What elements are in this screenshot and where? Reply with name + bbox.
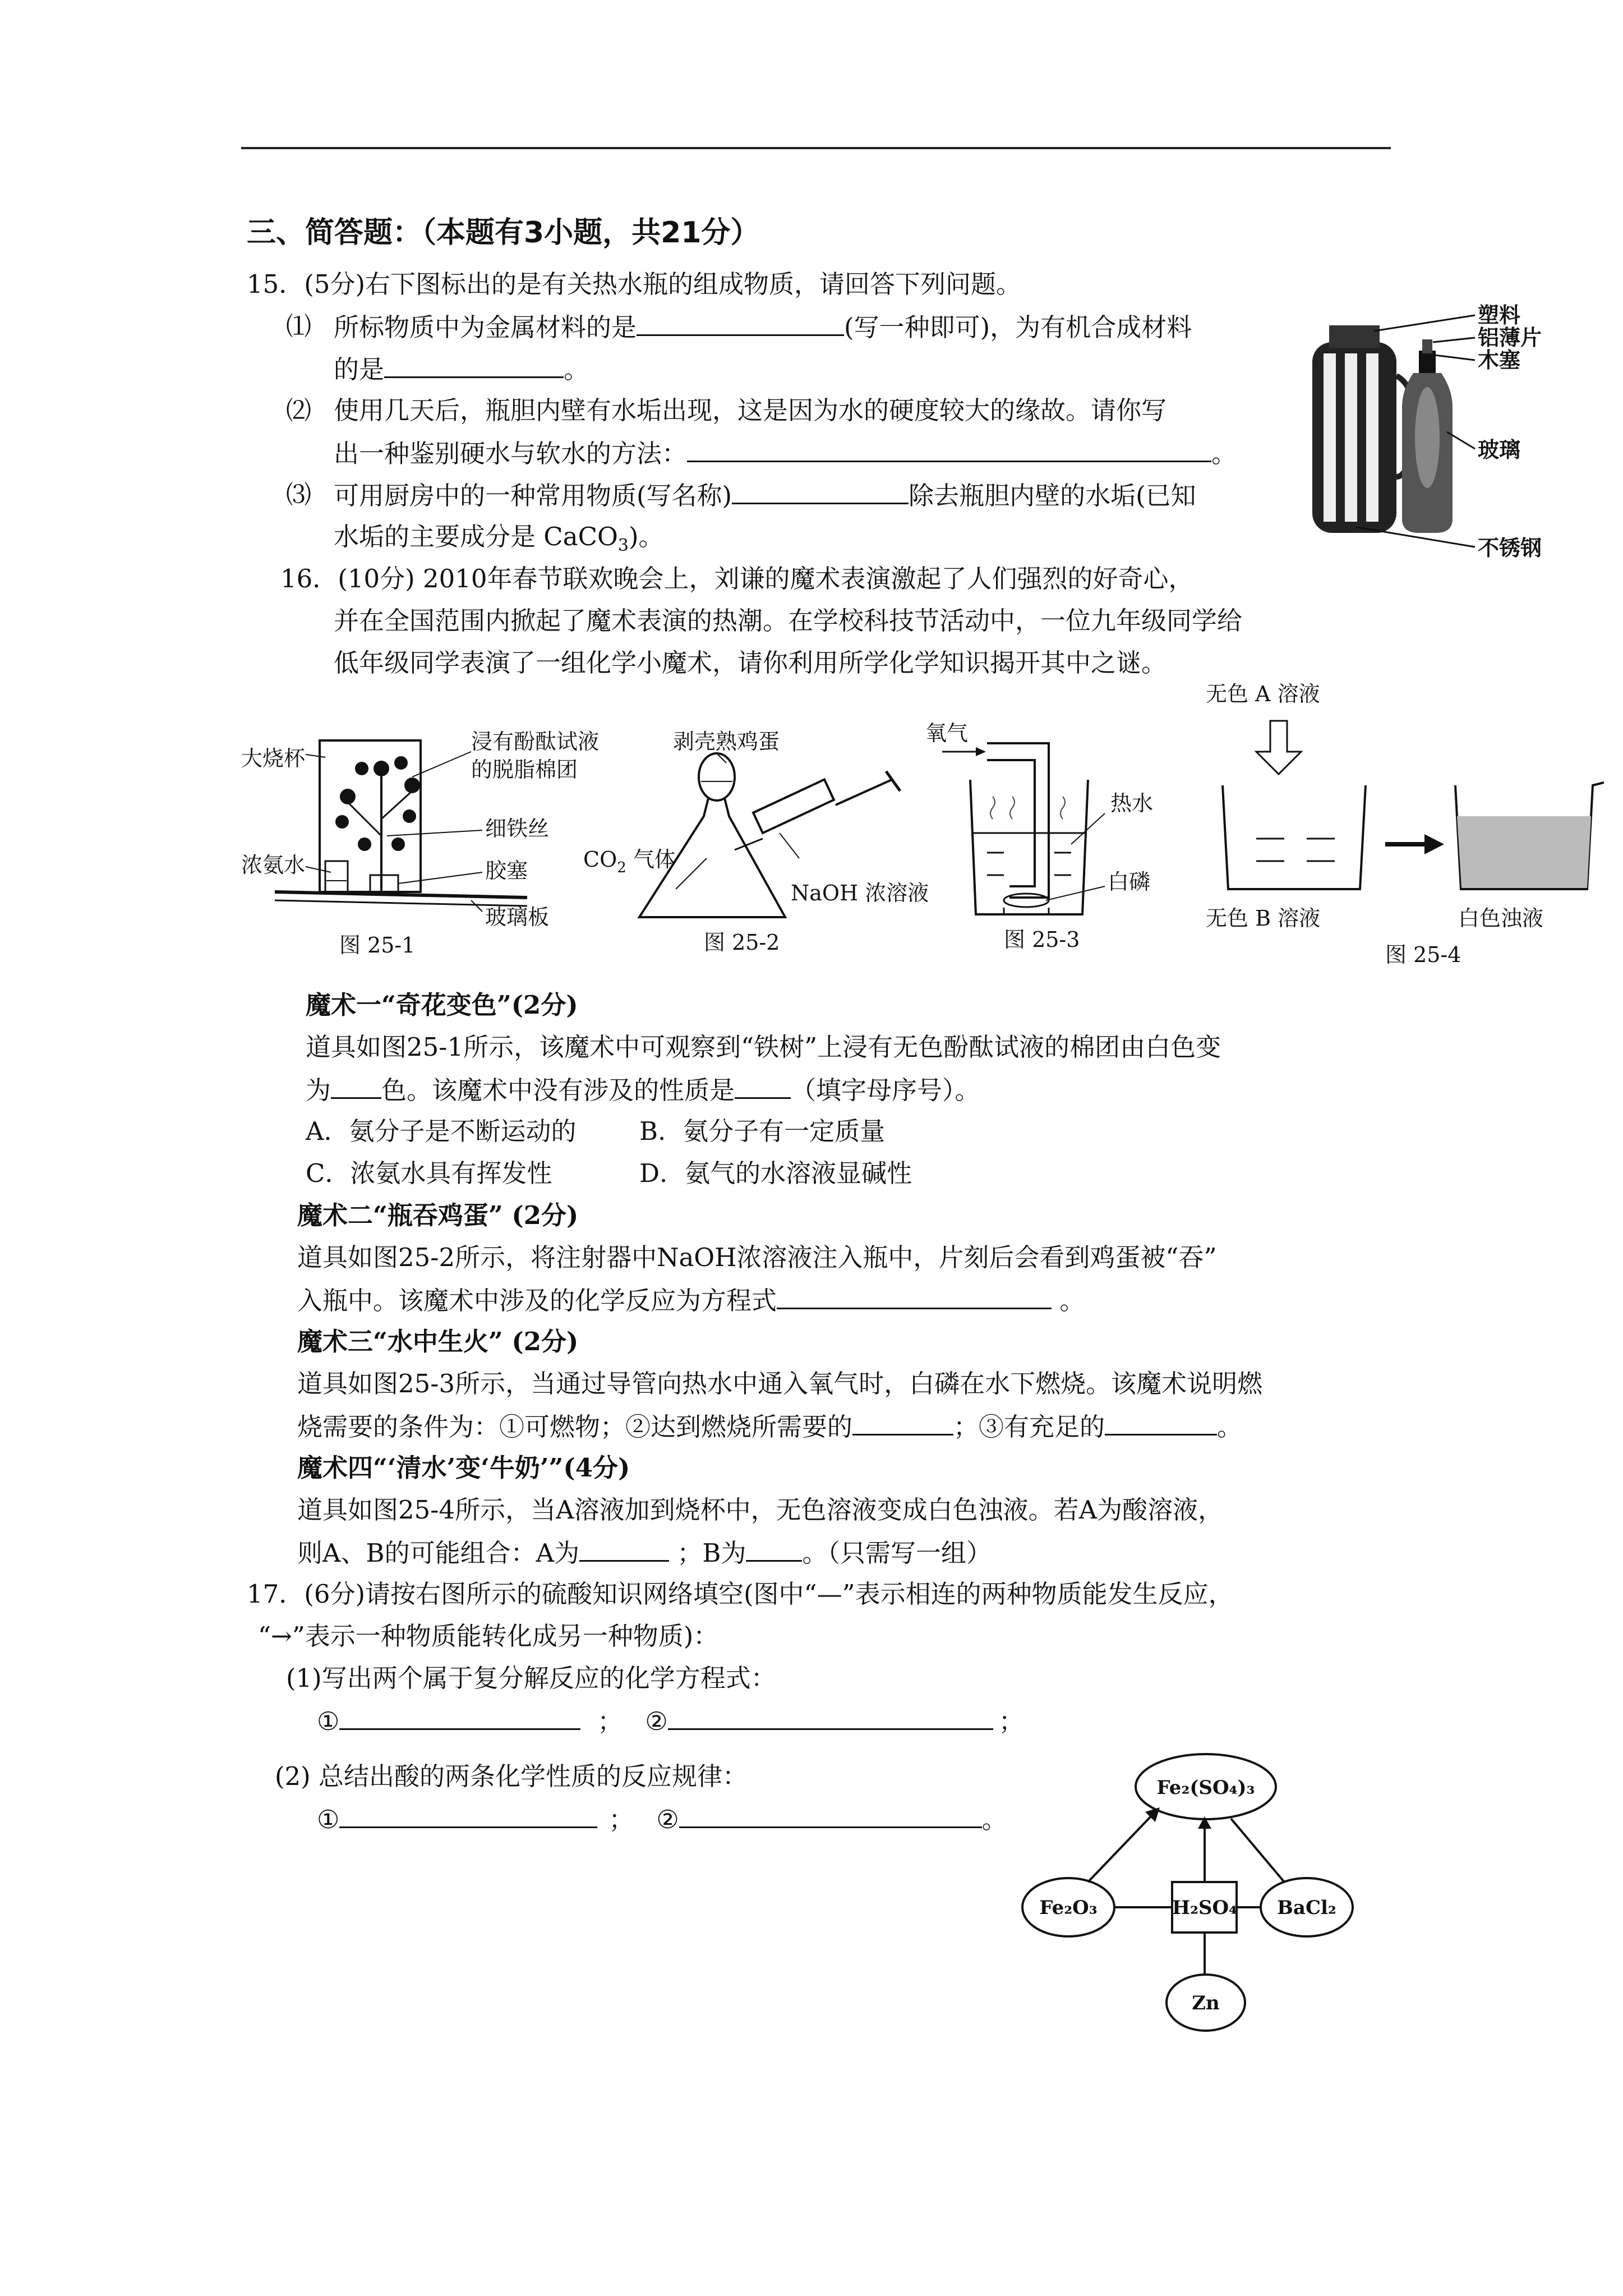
magic3-title: 魔术三“水中生火” (2分) bbox=[297, 1327, 579, 1356]
q15-part3-line2: 水垢的主要成分是 CaCO$_3$)。 bbox=[334, 522, 664, 555]
metal-material-blank[interactable] bbox=[637, 310, 844, 336]
hard-water-method-blank[interactable] bbox=[687, 436, 1211, 462]
magic4-line1: 道具如图25-4所示，当A溶液加到烧杯中，无色溶液变成白色浊液。若A为酸溶液， bbox=[297, 1495, 1224, 1525]
equation-2-blank[interactable] bbox=[668, 1704, 993, 1730]
conical-flask bbox=[639, 753, 785, 917]
header-rule bbox=[241, 147, 1391, 149]
egg-shape bbox=[699, 753, 735, 800]
rule-1-blank[interactable] bbox=[339, 1802, 597, 1828]
option-b: B．氨分子有一定质量 bbox=[639, 1116, 886, 1146]
label-glass: 玻璃 bbox=[1478, 437, 1521, 462]
ammonia-bottle bbox=[325, 861, 348, 892]
magic3-line2: 烧需要的条件为：①可燃物；②达到燃烧所需要的 ；③有充足的 。 bbox=[297, 1409, 1242, 1444]
magic1-title: 魔术一“奇花变色”(2分) bbox=[306, 990, 578, 1020]
caption-25-1: 图 25-1 bbox=[339, 933, 416, 958]
syringe bbox=[735, 771, 900, 850]
rule-2-blank[interactable] bbox=[679, 1802, 982, 1828]
figure-25-3 bbox=[920, 712, 1211, 970]
q15-part2-line2: 出一种鉴别硬水与软水的方法： 。 bbox=[334, 436, 1237, 471]
label-solution-b: 无色 B 溶液 bbox=[1206, 906, 1321, 931]
label-stopper: 胶塞 bbox=[485, 858, 528, 883]
magic1-line1: 道具如图25-1所示，该魔术中可观察到“铁树”上浸有无色酚酞试液的棉团由白色变 bbox=[306, 1032, 1221, 1062]
egg-equation-blank[interactable] bbox=[777, 1283, 1052, 1309]
organic-material-blank[interactable] bbox=[384, 352, 564, 378]
magic4-title: 魔术四“‘清水’变‘牛奶’”(4分) bbox=[297, 1453, 630, 1483]
label-phenol-cotton-2: 的脱脂棉团 bbox=[471, 757, 578, 782]
label-oxygen: 氧气 bbox=[925, 721, 969, 746]
label-fe2so43: Fe₂(SO₄)₃ bbox=[1156, 1777, 1255, 1799]
beaker-milky bbox=[1455, 783, 1604, 889]
q15-part3-line: 可用厨房中的一种常用物质(写名称) 除去瓶胆内壁的水垢(已知 bbox=[334, 478, 1196, 513]
label-zn: Zn bbox=[1192, 1992, 1220, 2014]
option-a: A．氨分子是不断运动的 bbox=[306, 1116, 577, 1146]
q15-part3-number: ⑶ bbox=[286, 480, 312, 509]
label-white-phosphorus: 白磷 bbox=[1108, 869, 1151, 894]
ignition-temp-blank[interactable] bbox=[852, 1409, 953, 1435]
thermos-figure bbox=[1290, 292, 1581, 572]
label-aluminum: 铝薄片 bbox=[1478, 325, 1542, 350]
equation-1-blank[interactable] bbox=[339, 1704, 580, 1730]
option-d: D．氨气的水溶液显碱性 bbox=[639, 1158, 912, 1188]
q15-part1-line2: 的是 。 bbox=[334, 352, 589, 386]
q15-stem: 15．(5分)右下图标出的是有关热水瓶的组成物质，请回答下列问题。 bbox=[247, 269, 1022, 299]
magic1-line2: 为 色。该魔术中没有涉及的性质是 （填字母序号）。 bbox=[306, 1073, 980, 1107]
kitchen-substance-blank[interactable] bbox=[732, 478, 909, 504]
label-hot-water: 热水 bbox=[1110, 791, 1154, 816]
glass-liner bbox=[1402, 339, 1453, 533]
q17-part2-answers: ① ； ② 。 bbox=[317, 1802, 1007, 1837]
q15-part2-line: 使用几天后，瓶胆内壁有水垢出现，这是因为水的硬度较大的缘故。请你写 bbox=[334, 395, 1167, 425]
beaker-b bbox=[1223, 785, 1366, 889]
label-naoh: NaOH 浓溶液 bbox=[791, 881, 929, 905]
label-h2so4: H₂SO₄ bbox=[1172, 1897, 1238, 1919]
right-arrow bbox=[1385, 834, 1444, 854]
q17-part1-answers: ① ； ② ； bbox=[317, 1704, 1024, 1738]
label-cork: 木塞 bbox=[1478, 347, 1521, 372]
label-ammonia: 浓氨水 bbox=[241, 853, 306, 877]
sulfuric-acid-network bbox=[1021, 1745, 1391, 2047]
label-solution-a: 无色 A 溶液 bbox=[1206, 682, 1320, 706]
label-bacl2: BaCl₂ bbox=[1277, 1897, 1336, 1919]
label-boiled-egg: 剥壳熟鸡蛋 bbox=[673, 729, 780, 754]
section-title: 三、简答题：（本题有3小题，共21分） bbox=[247, 216, 760, 250]
q17-line1: 17．(6分)请按右图所示的硫酸知识网络填空(图中“—”表示相连的两种物质能发生反应， bbox=[247, 1579, 1234, 1609]
label-phenol-cotton-1: 浸有酚酞试液 bbox=[471, 729, 600, 754]
cotton-color-blank[interactable] bbox=[331, 1073, 381, 1099]
q16-line1: 16．(10分) 2010年春节联欢晚会上，刘谦的魔术表演激起了人们强烈的好奇心， bbox=[280, 564, 1194, 593]
q16-line3: 低年级同学表演了一组化学小魔术，请你利用所学化学知识揭开其中之谜。 bbox=[334, 648, 1167, 678]
label-big-beaker: 大烧杯 bbox=[241, 746, 306, 771]
magic2-line2: 入瓶中。该魔术中涉及的化学反应为方程式 。 bbox=[297, 1283, 1085, 1318]
q15-part1-line: 所标物质中为金属材料的是 (写一种即可)，为有机合成材料 bbox=[334, 310, 1192, 344]
magic2-title: 魔术二“瓶吞鸡蛋” (2分) bbox=[297, 1200, 579, 1230]
oxygen-condition-blank[interactable] bbox=[1105, 1409, 1217, 1435]
q15-part2-number: ⑵ bbox=[286, 395, 312, 425]
q16-line2: 并在全国范围内掀起了魔术表演的热潮。在学校科技节活动中，一位九年级同学给 bbox=[334, 606, 1243, 636]
magic3-line1: 道具如图25-3所示，当通过导管向热水中通入氧气时，白磷在水下燃烧。该魔术说明燃 bbox=[297, 1369, 1263, 1398]
label-co2: $CO_2$ 气体 bbox=[583, 847, 676, 876]
magic2-line1: 道具如图25-2所示，将注射器中NaOH浓溶液注入瓶中，片刻后会看到鸡蛋被“吞” bbox=[297, 1243, 1217, 1272]
figure-25-1 bbox=[236, 724, 628, 970]
option-c: C．浓氨水具有挥发性 bbox=[306, 1158, 552, 1188]
down-arrow bbox=[1256, 721, 1301, 774]
q17-part2: (2) 总结出酸的两条化学性质的反应规律： bbox=[275, 1761, 748, 1791]
solution-b-blank[interactable] bbox=[746, 1535, 802, 1562]
q15-part1-number: ⑴ bbox=[286, 311, 312, 341]
q17-line2: “→”表示一种物质能转化成另一种物质)： bbox=[258, 1621, 719, 1651]
caption-25-4: 图 25-4 bbox=[1385, 942, 1461, 967]
solution-a-blank[interactable] bbox=[579, 1535, 669, 1562]
figure-25-4 bbox=[1200, 676, 1604, 990]
label-steel: 不锈钢 bbox=[1478, 535, 1542, 560]
property-letter-blank[interactable] bbox=[735, 1073, 791, 1099]
q17-part1: (1)写出两个属于复分解反应的化学方程式： bbox=[286, 1663, 776, 1693]
caption-25-2: 图 25-2 bbox=[704, 930, 780, 955]
label-glass-plate: 玻璃板 bbox=[485, 905, 550, 930]
label-iron-wire: 细铁丝 bbox=[485, 816, 550, 841]
caption-25-3: 图 25-3 bbox=[1004, 927, 1080, 952]
figure-25-2 bbox=[578, 721, 937, 968]
label-fe2o3: Fe₂O₃ bbox=[1039, 1897, 1098, 1919]
thermos-body bbox=[1312, 325, 1414, 533]
label-milky: 白色浊液 bbox=[1458, 906, 1544, 931]
magic4-line2: 则A、B的可能组合：A为 ；B为 。（只需写一组） bbox=[297, 1535, 992, 1570]
label-plastic: 塑料 bbox=[1478, 302, 1521, 328]
